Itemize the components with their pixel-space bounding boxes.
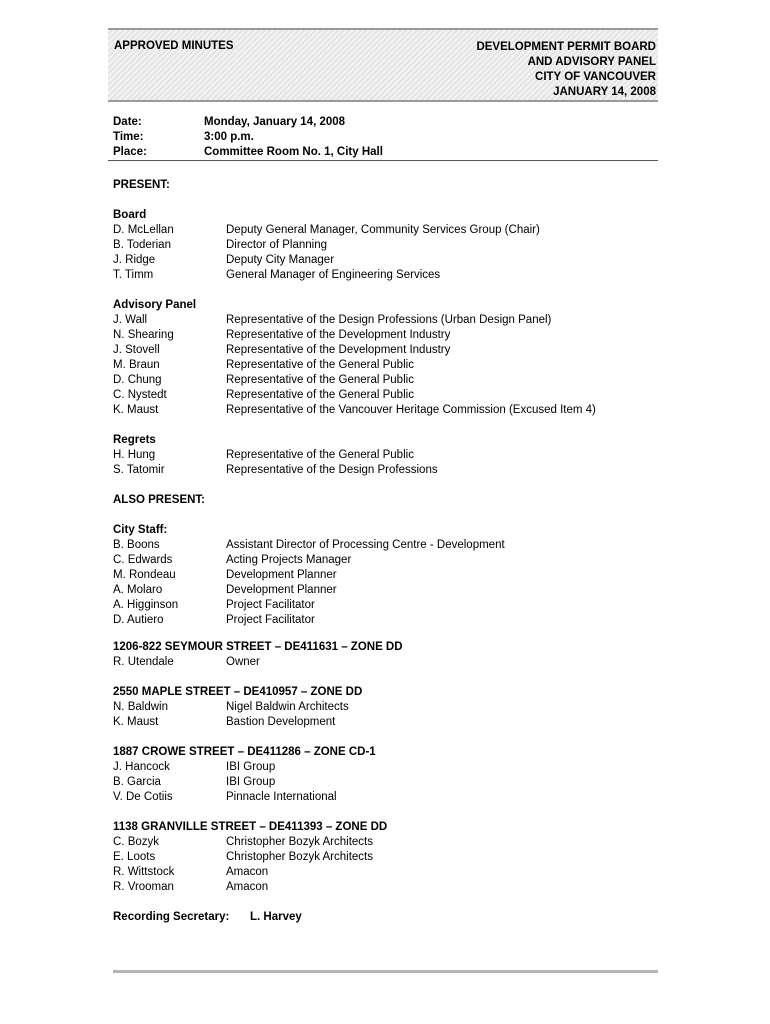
attendee-row	[113, 223, 658, 238]
attendee-name: B. Toderian	[113, 239, 171, 251]
attendee-role: Christopher Bozyk Architects	[226, 836, 374, 848]
board-heading: Board	[113, 209, 147, 221]
attendee-role: General Manager of Engineering Services	[226, 269, 441, 281]
regrets-heading: Regrets	[113, 434, 156, 446]
attendee-name: T. Timm	[113, 269, 154, 281]
present-heading: PRESENT:	[113, 179, 170, 191]
attendee-name: C. Nystedt	[113, 389, 167, 401]
attendee-role: Representative of the Design Professions	[226, 464, 438, 476]
attendee-name: A. Higginson	[113, 599, 179, 611]
attendee-row	[113, 655, 658, 670]
attendee-name: C. Bozyk	[113, 836, 160, 848]
attendee-name: D. Autiero	[113, 614, 164, 626]
attendee-row	[113, 568, 658, 583]
attendee-role: Christopher Bozyk Architects	[226, 851, 374, 863]
attendee-row	[113, 448, 658, 463]
attendee-row	[113, 313, 658, 328]
attendee-name: B. Boons	[113, 539, 160, 551]
attendee-row	[113, 253, 658, 268]
attendee-role: Assistant Director of Processing Centre - Development	[226, 539, 505, 551]
place-row	[113, 145, 658, 160]
recording-secretary	[113, 910, 658, 925]
attendee-role: Representative of the General Public	[226, 389, 414, 401]
date-label: Date:	[113, 116, 142, 128]
attendee-row	[113, 583, 658, 598]
attendee-row	[113, 790, 658, 805]
attendee-name: E. Loots	[113, 851, 156, 863]
attendee-role: Amacon	[226, 881, 269, 893]
attendee-role: Development Planner	[226, 584, 337, 596]
attendee-row	[113, 538, 658, 553]
attendee-row	[113, 268, 658, 283]
attendee-name: M. Rondeau	[113, 569, 176, 581]
attendee-row	[113, 880, 658, 895]
attendee-role: Project Facilitator	[226, 614, 315, 626]
attendee-row	[113, 865, 658, 880]
attendee-name: R. Vrooman	[113, 881, 174, 893]
time-row	[113, 130, 658, 145]
attendee-row	[113, 700, 658, 715]
document-status: APPROVED MINUTES	[114, 40, 234, 52]
time-value: 3:00 p.m.	[204, 131, 254, 143]
attendee-row	[113, 553, 658, 568]
attendee-row	[113, 775, 658, 790]
attendee-name: S. Tatomir	[113, 464, 165, 476]
secretary-label: Recording Secretary:	[113, 911, 230, 923]
attendee-role: Nigel Baldwin Architects	[226, 701, 349, 713]
attendee-name: A. Molaro	[113, 584, 163, 596]
attendee-row	[113, 373, 658, 388]
attendee-role: Acting Projects Manager	[226, 554, 352, 566]
attendee-name: B. Garcia	[113, 776, 161, 788]
attendee-name: R. Utendale	[113, 656, 174, 668]
attendee-role: Representative of the General Public	[226, 374, 414, 386]
attendee-role: Bastion Development	[226, 716, 336, 728]
time-label: Time:	[113, 131, 144, 143]
attendee-role: Representative of the General Public	[226, 449, 414, 461]
attendee-row	[113, 238, 658, 253]
attendee-name: R. Wittstock	[113, 866, 175, 878]
attendee-row	[113, 835, 658, 850]
attendee-name: K. Maust	[113, 404, 159, 416]
attendee-name: D. McLellan	[113, 224, 174, 236]
attendee-role: Representative of the Development Industry	[226, 344, 451, 356]
attendee-role: Representative of the General Public	[226, 359, 414, 371]
document-header	[108, 28, 658, 102]
attendee-row	[113, 343, 658, 358]
attendee-name: J. Stovell	[113, 344, 160, 356]
attendee-role: Deputy City Manager	[226, 254, 335, 266]
attendee-role: Representative of the Development Industry	[226, 329, 451, 341]
org-line: CITY OF VANCOUVER	[535, 71, 656, 83]
attendee-row	[113, 715, 658, 730]
attendee-role: Director of Planning	[226, 239, 327, 251]
secretary-name: L. Harvey	[250, 911, 302, 923]
date-value: Monday, January 14, 2008	[204, 116, 346, 128]
attendee-name: H. Hung	[113, 449, 156, 461]
attendee-role: Pinnacle International	[226, 791, 337, 803]
item-heading: 1206-822 SEYMOUR STREET – DE411631 – ZONE DD	[113, 641, 403, 653]
footer-divider	[113, 970, 658, 973]
org-line: DEVELOPMENT PERMIT BOARD	[476, 41, 656, 53]
city-staff-heading: City Staff:	[113, 524, 168, 536]
item-heading: 1887 CROWE STREET – DE411286 – ZONE CD-1	[113, 746, 376, 758]
item-heading: 2550 MAPLE STREET – DE410957 – ZONE DD	[113, 686, 363, 698]
attendee-name: N. Shearing	[113, 329, 174, 341]
attendee-name: K. Maust	[113, 716, 159, 728]
attendee-role: IBI Group	[226, 776, 276, 788]
attendee-row	[113, 403, 658, 418]
minutes-body	[113, 178, 658, 925]
attendee-name: C. Edwards	[113, 554, 173, 566]
place-value: Committee Room No. 1, City Hall	[204, 146, 383, 158]
divider	[108, 160, 658, 161]
attendee-role: Development Planner	[226, 569, 337, 581]
attendee-name: D. Chung	[113, 374, 162, 386]
attendee-row	[113, 760, 658, 775]
advisory-panel-heading: Advisory Panel	[113, 299, 197, 311]
meeting-details	[113, 115, 658, 160]
date-row	[113, 115, 658, 130]
attendee-row	[113, 358, 658, 373]
attendee-role: Owner	[226, 656, 260, 668]
organization-block	[476, 40, 656, 100]
attendee-role: Project Facilitator	[226, 599, 315, 611]
attendee-role: Representative of the Vancouver Heritage Commission (Excused Item 4)	[226, 404, 596, 416]
attendee-name: N. Baldwin	[113, 701, 168, 713]
item-heading: 1138 GRANVILLE STREET – DE411393 – ZONE DD	[113, 821, 388, 833]
attendee-row	[113, 598, 658, 613]
meeting-date-line: JANUARY 14, 2008	[553, 86, 656, 98]
attendee-role: Amacon	[226, 866, 269, 878]
place-label: Place:	[113, 146, 147, 158]
attendee-row	[113, 850, 658, 865]
attendee-row	[113, 388, 658, 403]
attendee-name: M. Braun	[113, 359, 160, 371]
attendee-role: IBI Group	[226, 761, 276, 773]
attendee-name: V. De Cotiis	[113, 791, 173, 803]
attendee-role: Representative of the Design Professions (Urban Design Panel)	[226, 314, 552, 326]
also-present-heading: ALSO PRESENT:	[113, 494, 206, 506]
attendee-name: J. Ridge	[113, 254, 156, 266]
attendee-name: J. Wall	[113, 314, 148, 326]
org-line: AND ADVISORY PANEL	[527, 56, 656, 68]
attendee-name: J. Hancock	[113, 761, 170, 773]
attendee-role: Deputy General Manager, Community Services Group (Chair)	[226, 224, 540, 236]
attendee-row	[113, 463, 658, 478]
attendee-row	[113, 328, 658, 343]
attendee-row	[113, 613, 658, 628]
